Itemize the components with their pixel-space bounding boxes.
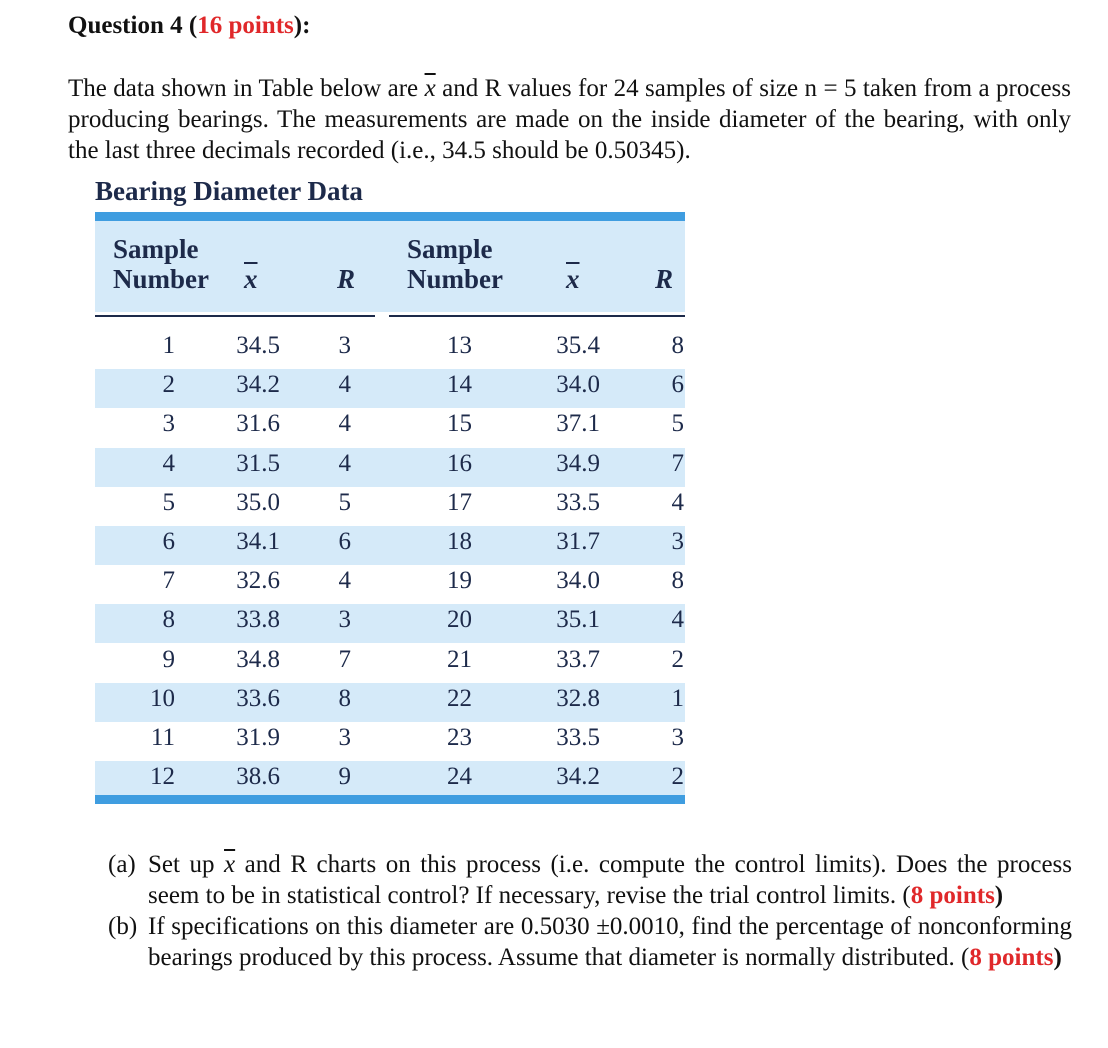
table-cell: 34.0 [556,371,600,399]
table-cell: 18 [447,528,472,555]
table-cell: 3 [338,606,351,634]
table-cell: 31.5 [236,449,280,477]
table-cell: 32.6 [236,567,280,595]
table-cell: 10 [150,684,175,712]
table-cell: 1 [162,332,175,359]
header-sample-line2: Number [113,264,209,294]
table-cell: 31.6 [236,410,280,438]
part-a-text-2: and R charts on this process (i.e. compute the control limits). Does the process seem to be in statistical control? If necessary, revise the trial control limits. ( [148,851,1072,909]
table-cell: 5 [162,488,175,516]
table-cell: 35.1 [556,606,600,634]
header-r-left: R [337,264,356,294]
table-cell: 7 [338,645,351,673]
table-row [95,487,685,526]
table-cell: 34.2 [236,371,280,399]
table-cell: 9 [162,645,175,673]
table-cell: 9 [338,763,351,791]
table-cell: 33.8 [236,606,280,634]
table-cell: 4 [671,488,684,516]
table-row [95,722,685,761]
table-cell: 3 [162,410,175,438]
table-cell: 5 [338,488,351,516]
table-cell: 15 [447,410,472,438]
part-a-close: ) [994,882,1004,909]
table-row [95,369,685,408]
xbar-symbol: $\overline{x}$ [224,851,236,878]
table-cell: 33.5 [556,488,600,516]
table-cell: 8 [338,684,351,712]
intro-text-1: The data shown in Table below are [68,75,425,102]
table-cell: 7 [162,567,175,595]
table-cell: 3 [671,528,684,555]
header-rule-left [95,315,375,317]
table-cell: 16 [447,449,472,477]
question-points: 16 points [197,12,294,39]
table-cell: 8 [162,606,175,634]
part-a-label: (a) [108,851,136,878]
table-cell: 8 [671,332,684,359]
table-cell: 11 [150,724,175,751]
table-cell: 34.5 [236,332,280,359]
table-row [95,448,685,487]
header-xbar-left: $\overline{x}$ [244,264,258,294]
table-cell: 34.8 [236,645,280,673]
table-cell: 31.9 [236,724,280,751]
table-cell: 4 [671,606,684,634]
header-xbar-right: $\overline{x}$ [566,264,580,294]
question-prefix: Question 4 ( [68,12,198,39]
table-cell: 19 [447,567,472,595]
part-b-close: ) [1053,944,1062,971]
table-cell: 13 [447,332,472,359]
table-cell: 4 [338,410,351,438]
table-cell: 8 [671,567,684,595]
part-b-text-1: If specifications on this diameter are 0.5030 ±0.0010, find the percentage of nonconforming bearings produced by this process. Assume that diameter is normally distributed. ( [148,913,1072,971]
table-cell: 7 [671,449,684,477]
part-a-text-1: Set up [148,851,225,878]
table-cell: 6 [671,371,684,399]
table-cell: 34.2 [556,763,600,791]
table-cell: 6 [162,528,175,555]
table-cell: 2 [162,371,175,399]
table-row [95,604,685,643]
header-r-right: R [655,264,674,294]
header-rule-right [389,315,685,317]
part-b [108,911,1072,973]
table-top-bar [95,212,685,221]
table-row [95,565,685,604]
table-cell: 20 [447,606,472,634]
intro-text-2: and R values for 24 samples of size n = 5 taken from a process producing bearings. The measurements are made on the inside diameter of the bearing, with only the last three decimals recorded (i.e., 34.5 should be 0.50345). [68,75,1072,164]
table-cell: 3 [338,724,351,751]
table-cell: 4 [162,449,175,477]
table-row [95,330,685,369]
table-cell: 32.8 [556,684,600,712]
table-cell: 4 [338,449,351,477]
part-a [108,849,1072,911]
question-parts [108,849,1072,973]
table-cell: 35.4 [556,332,600,359]
table-cell: 34.1 [236,528,280,555]
table-cell: 33.6 [236,684,280,712]
table-cell: 31.7 [556,528,600,555]
question-title [68,12,310,40]
question-suffix: ): [293,12,311,39]
table-row [95,408,685,447]
table-cell: 6 [338,528,351,555]
table-row [95,644,685,683]
table-cell: 12 [150,763,175,791]
table-title: Bearing Diameter Data [95,176,363,206]
table-cell: 5 [671,410,684,438]
table-cell: 37.1 [556,410,600,438]
table-bottom-bar [95,795,685,804]
table-cell: 14 [447,371,472,399]
part-b-label: (b) [108,913,138,940]
table-row [95,683,685,722]
part-b-points: 8 points [969,944,1054,971]
header-sample-number-right [407,234,503,294]
table-cell: 24 [447,763,472,791]
header-sample-number-left [113,234,209,294]
intro-paragraph [68,73,1071,166]
table-cell: 3 [338,332,351,359]
xbar-symbol: $\overline{x}$ [424,75,436,102]
table-cell: 33.7 [556,645,600,673]
table-cell: 35.0 [236,488,280,516]
table-cell: 4 [338,567,351,595]
bearing-data-table [95,210,685,810]
table-cell: 38.6 [236,763,280,791]
header-sample-line1: Sample [113,234,199,264]
table-cell: 34.9 [556,449,600,477]
table-cell: 22 [447,684,472,712]
table-cell: 3 [671,724,684,751]
table-cell: 33.5 [556,724,600,751]
table-row [95,526,685,565]
table-cell: 2 [671,645,684,673]
table-cell: 17 [447,488,472,516]
table-cell: 34.0 [556,567,600,595]
header-sample-line2: Number [407,264,503,294]
table-cell: 23 [447,724,472,751]
header-sample-line1: Sample [407,234,493,264]
table-cell: 2 [671,763,684,791]
table-cell: 21 [447,645,472,673]
table-cell: 1 [671,684,684,712]
table-cell: 4 [338,371,351,399]
part-a-points: 8 points [910,882,995,909]
